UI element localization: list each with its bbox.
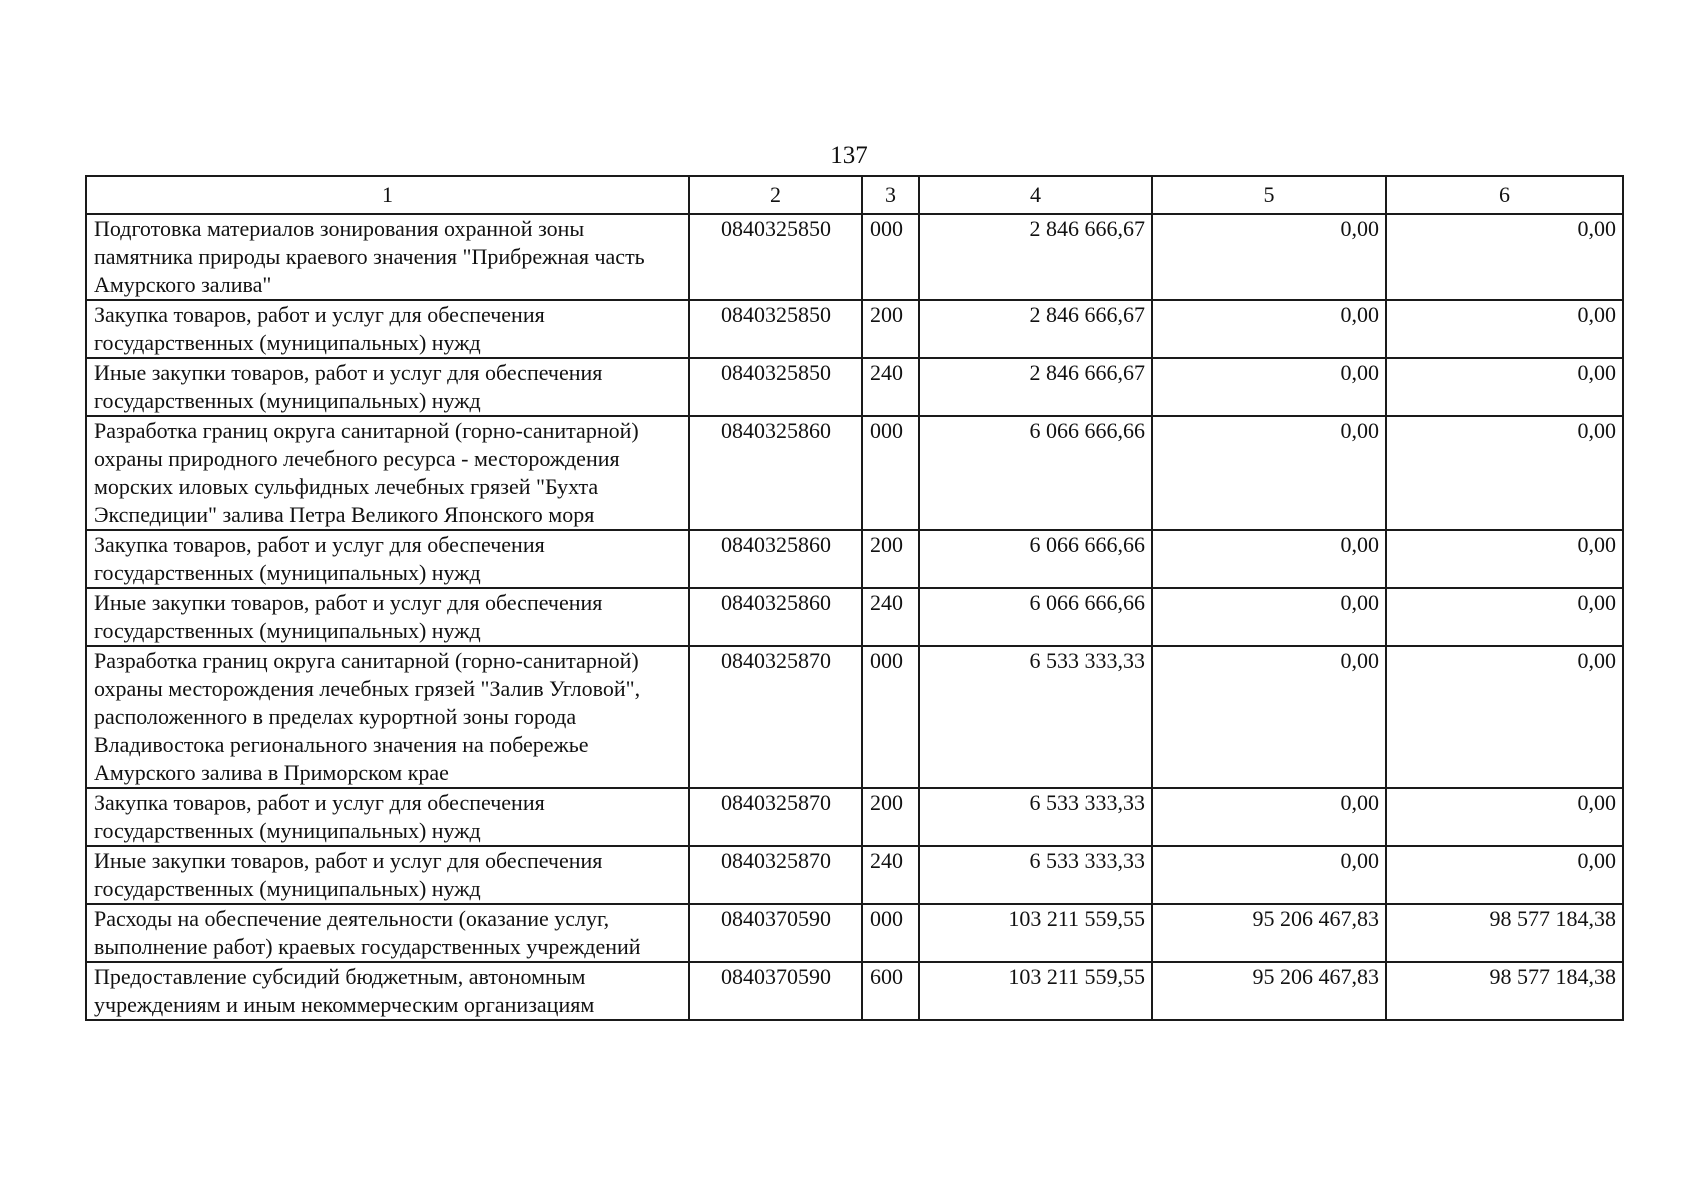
table-row <box>86 904 1623 962</box>
row-amount-col6: 0,00 <box>1386 214 1623 300</box>
table-row <box>86 788 1623 846</box>
column-header: 3 <box>862 176 919 214</box>
row-amount-col4: 6 066 666,66 <box>919 416 1152 530</box>
row-amount-col5: 0,00 <box>1152 300 1386 358</box>
row-amount-col4: 2 846 666,67 <box>919 358 1152 416</box>
row-amount-col6: 0,00 <box>1386 646 1623 788</box>
row-code: 0840325870 <box>689 646 862 788</box>
table-row <box>86 962 1623 1020</box>
row-amount-col5: 95 206 467,83 <box>1152 962 1386 1020</box>
column-header: 4 <box>919 176 1152 214</box>
row-name: Предоставление субсидий бюджетным, автономным учреждениям и иным некоммерческим организациям <box>86 962 689 1020</box>
row-amount-col6: 0,00 <box>1386 788 1623 846</box>
row-amount-col5: 0,00 <box>1152 530 1386 588</box>
row-name: Расходы на обеспечение деятельности (оказание услуг, выполнение работ) краевых государственных учреждений <box>86 904 689 962</box>
row-expense-type: 200 <box>862 530 919 588</box>
row-expense-type: 200 <box>862 788 919 846</box>
row-code: 0840325870 <box>689 846 862 904</box>
row-name: Подготовка материалов зонирования охранной зоны памятника природы краевого значения "Прибрежная часть Амурского залива" <box>86 214 689 300</box>
column-header: 5 <box>1152 176 1386 214</box>
row-expense-type: 200 <box>862 300 919 358</box>
row-amount-col5: 95 206 467,83 <box>1152 904 1386 962</box>
row-expense-type: 000 <box>862 646 919 788</box>
row-amount-col6: 0,00 <box>1386 846 1623 904</box>
row-amount-col4: 6 066 666,66 <box>919 588 1152 646</box>
row-name: Закупка товаров, работ и услуг для обеспечения государственных (муниципальных) нужд <box>86 788 689 846</box>
row-code: 0840325860 <box>689 588 862 646</box>
row-amount-col6: 0,00 <box>1386 416 1623 530</box>
row-amount-col4: 2 846 666,67 <box>919 214 1152 300</box>
row-amount-col6: 0,00 <box>1386 530 1623 588</box>
row-expense-type: 600 <box>862 962 919 1020</box>
column-header: 2 <box>689 176 862 214</box>
row-expense-type: 000 <box>862 214 919 300</box>
row-code: 0840325870 <box>689 788 862 846</box>
row-amount-col5: 0,00 <box>1152 846 1386 904</box>
row-amount-col4: 6 533 333,33 <box>919 788 1152 846</box>
row-amount-col5: 0,00 <box>1152 588 1386 646</box>
row-amount-col6: 0,00 <box>1386 588 1623 646</box>
row-name: Закупка товаров, работ и услуг для обеспечения государственных (муниципальных) нужд <box>86 530 689 588</box>
row-amount-col5: 0,00 <box>1152 214 1386 300</box>
row-amount-col6: 0,00 <box>1386 358 1623 416</box>
row-name: Иные закупки товаров, работ и услуг для обеспечения государственных (муниципальных) нужд <box>86 846 689 904</box>
table-header-row <box>86 176 1623 214</box>
row-amount-col4: 6 533 333,33 <box>919 646 1152 788</box>
row-code: 0840325850 <box>689 300 862 358</box>
page-number: 137 <box>830 142 868 169</box>
row-name: Закупка товаров, работ и услуг для обеспечения государственных (муниципальных) нужд <box>86 300 689 358</box>
row-expense-type: 000 <box>862 904 919 962</box>
row-name: Разработка границ округа санитарной (горно-санитарной) охраны месторождения лечебных грязей "Залив Угловой", расположенного в пределах курортной зоны города Владивостока регионального значения на побережье Амурского залива в Приморском крае <box>86 646 689 788</box>
budget-table <box>85 175 1624 1021</box>
row-amount-col4: 6 533 333,33 <box>919 846 1152 904</box>
table-row <box>86 530 1623 588</box>
table-row <box>86 214 1623 300</box>
row-expense-type: 240 <box>862 588 919 646</box>
table-row <box>86 416 1623 530</box>
table-row <box>86 300 1623 358</box>
row-expense-type: 240 <box>862 358 919 416</box>
row-name: Иные закупки товаров, работ и услуг для обеспечения государственных (муниципальных) нужд <box>86 588 689 646</box>
row-code: 0840370590 <box>689 962 862 1020</box>
row-expense-type: 240 <box>862 846 919 904</box>
table-row <box>86 846 1623 904</box>
table-row <box>86 588 1623 646</box>
row-amount-col6: 98 577 184,38 <box>1386 962 1623 1020</box>
column-header: 6 <box>1386 176 1623 214</box>
table-row <box>86 646 1623 788</box>
table-body <box>86 214 1623 1020</box>
row-amount-col4: 103 211 559,55 <box>919 962 1152 1020</box>
row-expense-type: 000 <box>862 416 919 530</box>
row-amount-col5: 0,00 <box>1152 788 1386 846</box>
table-row <box>86 358 1623 416</box>
row-code: 0840325850 <box>689 358 862 416</box>
column-header: 1 <box>86 176 689 214</box>
row-code: 0840325860 <box>689 416 862 530</box>
row-name: Разработка границ округа санитарной (горно-санитарной) охраны природного лечебного ресурса - месторождения морских иловых сульфидных лечебных грязей "Бухта Экспедиции" залива Петра Великого Японского моря <box>86 416 689 530</box>
row-amount-col4: 103 211 559,55 <box>919 904 1152 962</box>
row-amount-col6: 0,00 <box>1386 300 1623 358</box>
row-name: Иные закупки товаров, работ и услуг для обеспечения государственных (муниципальных) нужд <box>86 358 689 416</box>
row-code: 0840325850 <box>689 214 862 300</box>
row-amount-col5: 0,00 <box>1152 646 1386 788</box>
row-amount-col4: 2 846 666,67 <box>919 300 1152 358</box>
row-amount-col5: 0,00 <box>1152 358 1386 416</box>
row-amount-col5: 0,00 <box>1152 416 1386 530</box>
row-amount-col4: 6 066 666,66 <box>919 530 1152 588</box>
row-code: 0840370590 <box>689 904 862 962</box>
row-code: 0840325860 <box>689 530 862 588</box>
row-amount-col6: 98 577 184,38 <box>1386 904 1623 962</box>
